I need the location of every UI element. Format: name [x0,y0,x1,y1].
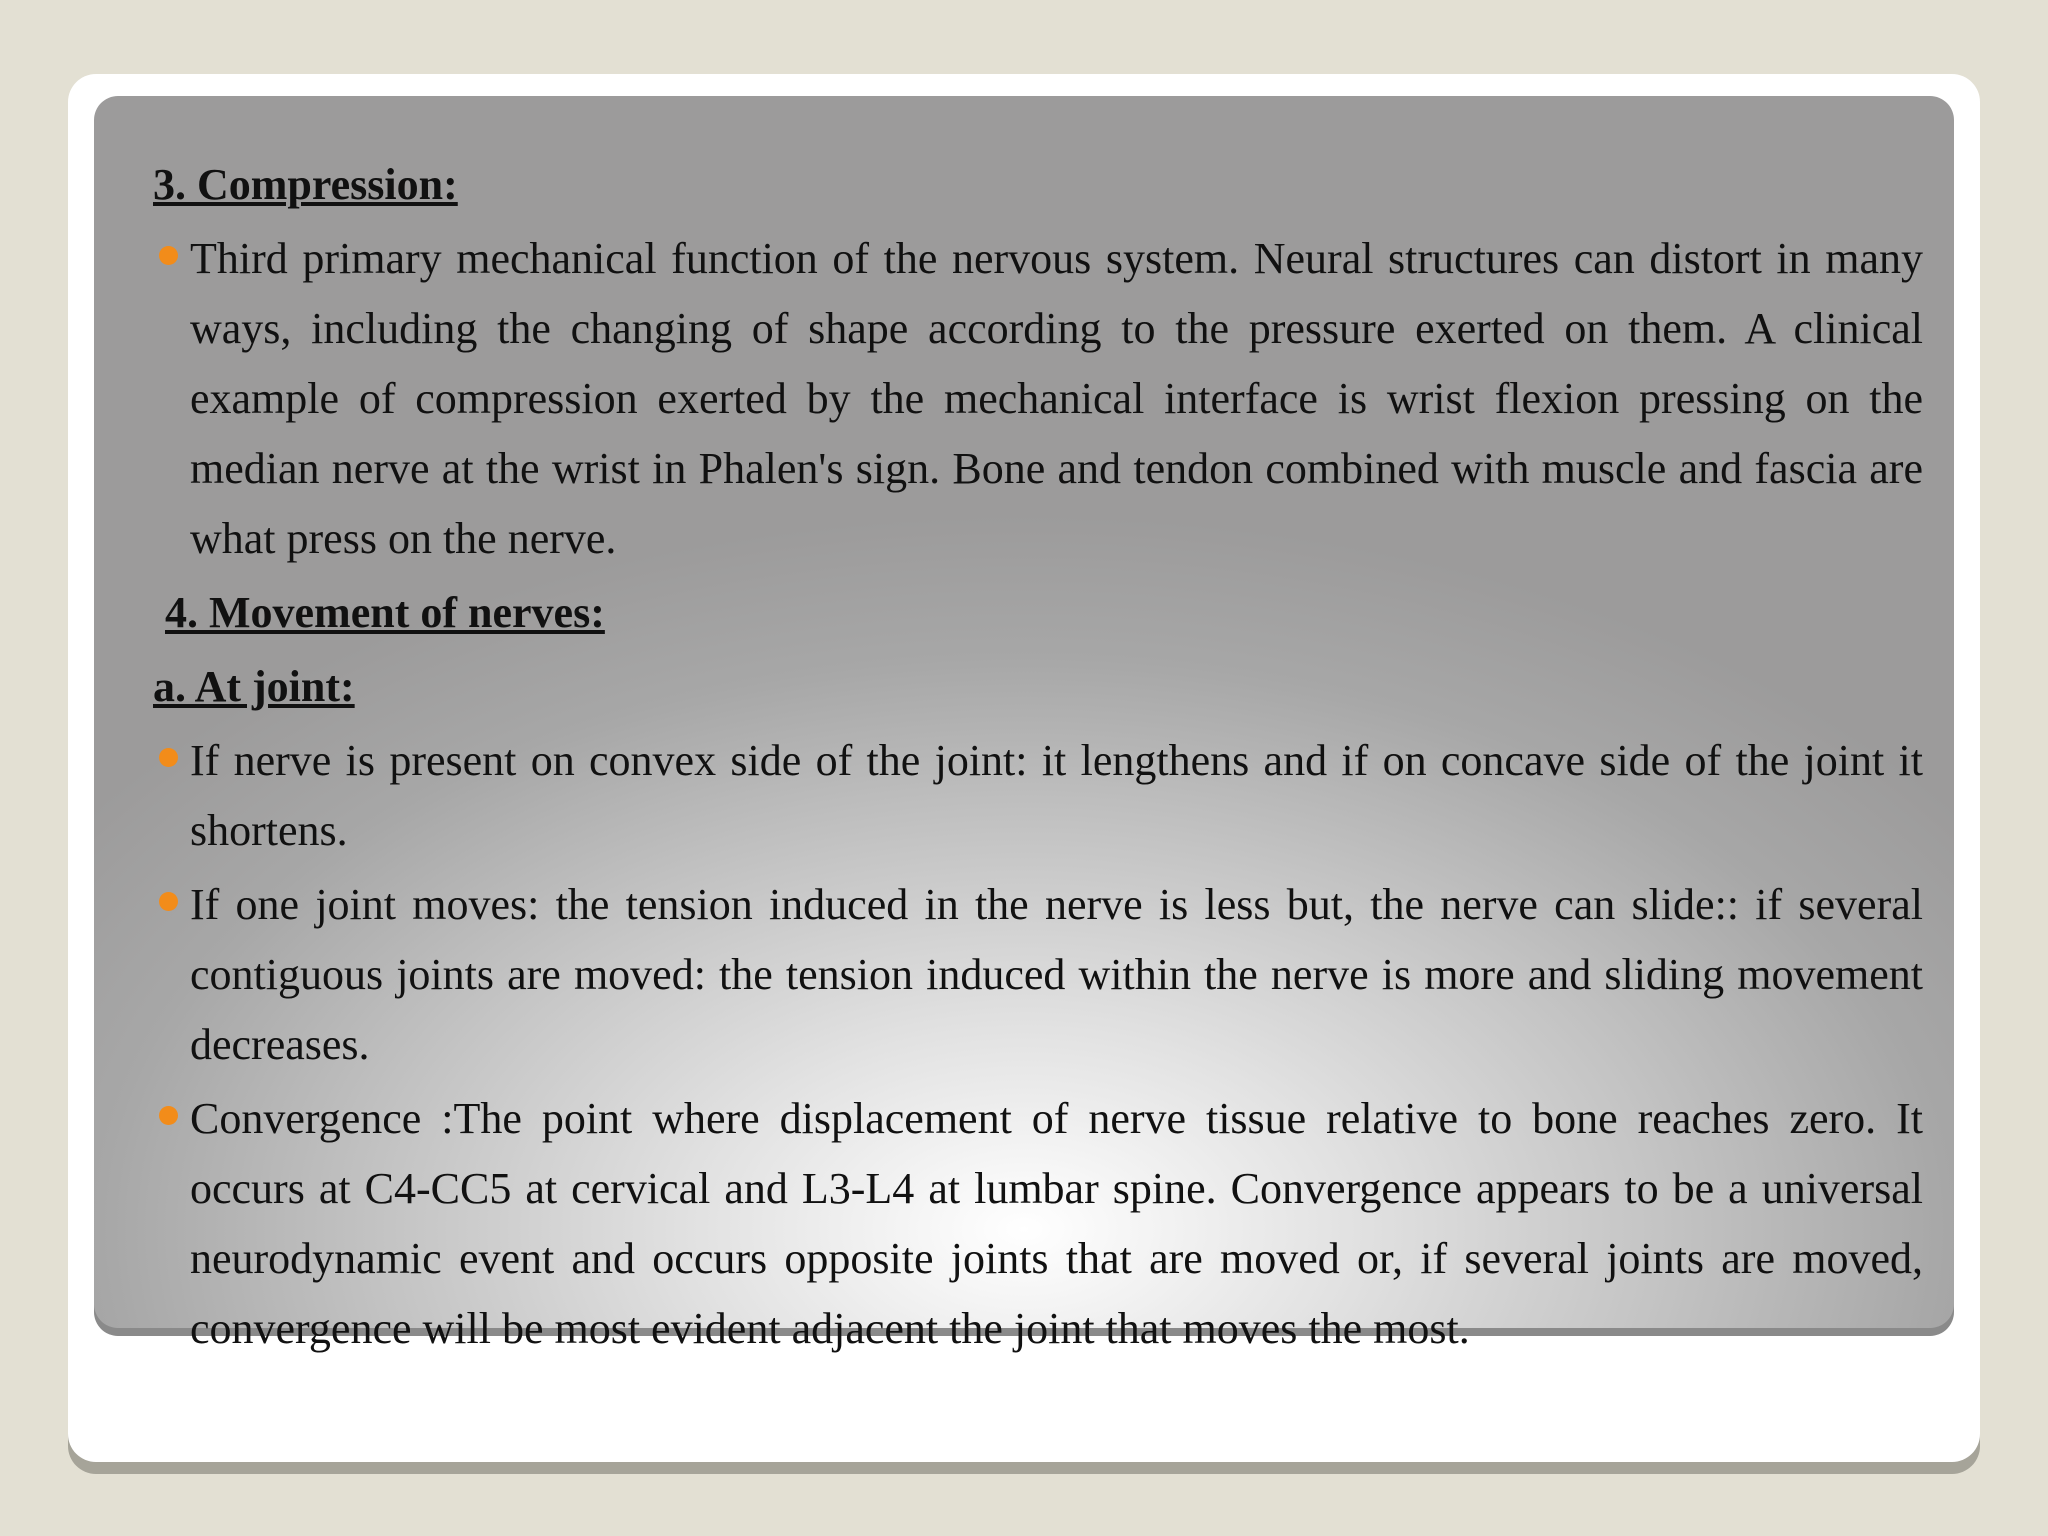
joint-bullet-text: Convergence :The point where displacement of nerve tissue relative to bone reaches zero. It occurs at C4-CC5 at cervical and L3-L4 at lumbar spine. Convergence appears to be a universal neurodynamic event and occurs opposite joints that are moved or, if several joints are moved, convergence will be most evident adjacent the joint that moves the most. [190,1094,1923,1353]
movement-heading: 4. Movement of nerves: [165,588,605,637]
bullet-dot-icon [159,892,178,911]
joint-heading: a. At joint: [153,662,355,711]
joint-bullet-convergence [153,1084,1923,1364]
compression-bullet-text: Third primary mechanical function of the nervous system. Neural structures can distort in many ways, including the changing of shape according to the pressure exerted on them. A clinical example of compression exerted by the mechanical interface is wrist flexion pressing on the median nerve at the wrist in Phalen's sign. Bone and tendon combined with muscle and fascia are what press on the nerve. [190,234,1923,563]
slide-content [153,150,1923,1368]
joint-bullet-text: If nerve is present on convex side of the joint: it lengthens and if on concave side of the joint it shortens. [190,736,1923,855]
joint-bullet-tension [153,870,1923,1080]
joint-bullet-text: If one joint moves: the tension induced in the nerve is less but, the nerve can slide:: if several contiguous joints are moved: the tension induced within the nerve is more and sliding movement decreases. [190,880,1923,1069]
compression-bullet [153,224,1923,574]
bullet-dot-icon [159,246,178,265]
joint-bullet-convex [153,726,1923,866]
bullet-dot-icon [159,1106,178,1125]
compression-heading: 3. Compression: [153,160,458,209]
bullet-dot-icon [159,748,178,767]
